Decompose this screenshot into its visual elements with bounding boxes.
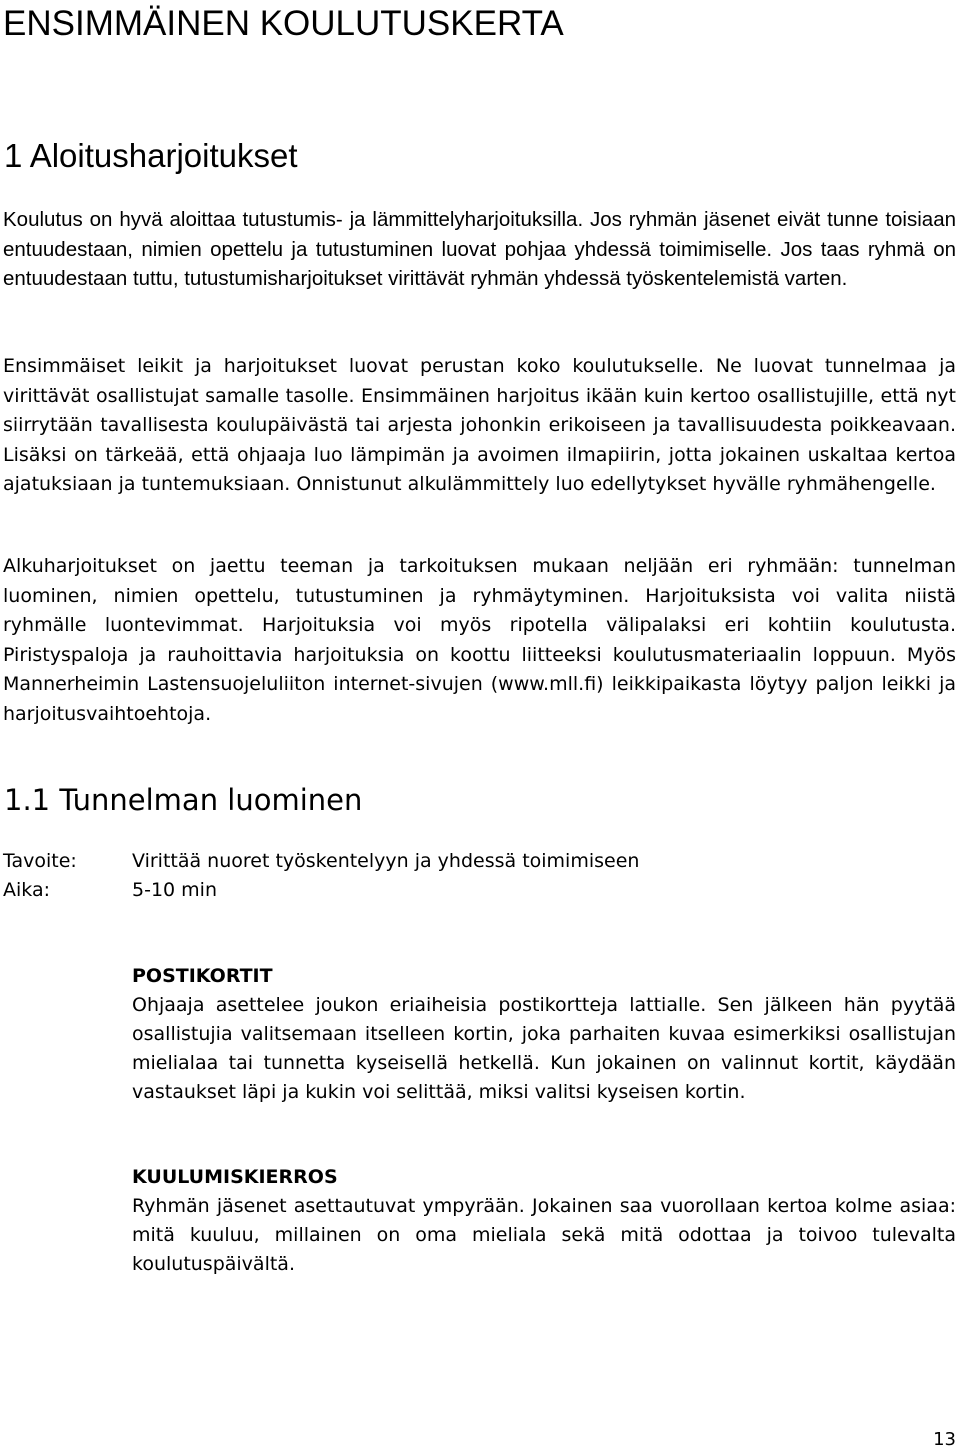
subsection-heading: 1.1 Tunnelman luominen (4, 783, 363, 817)
intro-paragraph: Koulutus on hyvä aloittaa tutustumis- ja lämmittelyharjoituksilla. Jos ryhmän jäsenet eivät tunne toisiaan entuudestaan, nimien opettelu ja tutustuminen luovat pohjaa yhdessä toimimiselle. Jos taas ryhmä on entuudestaan tuttu, tutustumisharjoitukset virittävät ryhmän yhdessä työskentelemistä varten. (3, 208, 956, 290)
body-paragraph-2: Alkuharjoitukset on jaettu teeman ja tarkoituksen mukaan neljään eri ryhmään: tunnelman luominen, nimien opettelu, tutustuminen ja ryhmäytyminen. Harjoituksista voi valita niistä ryhmälle luontevimmat. Harjoituksia voi myös ripotella välipalaksi eri kohtiin koulutusta. Piristyspaloja ja rauhoittavia harjoituksia on koottu liitteeksi koulutusmateriaalin loppuun. Myös Mannerheimin Lastensuojeluliiton internet-sivujen (www.mll.fi) leikkipaikasta löytyy paljon leikki ja harjoitusvaihtoehtoja. (3, 555, 956, 725)
body-paragraph-1: Ensimmäiset leikit ja harjoitukset luovat perustan koko koulutukselle. Ne luovat tunnelmaa ja virittävät osallistujat samalle tasolle. Ensimmäinen harjoitus ikään kuin kertoo osallistujille, että nyt siirrytään tavallisesta koulupäivästä tai arjesta johonkin erikoiseen ja tavallisuudesta poikkeavaan. Lisäksi on tärkeää, että ohjaaja luo lämpimän ja avoimen ilmapiirin, jotta jokainen uskaltaa kertoa ajatuksiaan ja tuntemuksiaan. Onnistunut alkulämmittely luo edellytykset hyvälle ryhmähengelle. (3, 355, 956, 495)
time-row (3, 876, 217, 905)
section-heading: 1 Aloitusharjoitukset (4, 137, 298, 174)
main-title: ENSIMMÄINEN KOULUTUSKERTA (3, 4, 564, 43)
exercise-title: KUULUMISKIERROS (132, 1166, 338, 1188)
exercise-body: Ohjaaja asettelee joukon eriaiheisia postikortteja lattialle. Sen jälkeen hän pyytää osallistujia valitsemaan itselleen kortin, joka parhaiten kuvaa esimerkiksi osallistujan mielialaa tai tunnetta kyseisellä hetkellä. Kun jokainen on valinnut kortit, käydään vastaukset läpi ja kukin voi selittää, miksi valitsi kyseisen kortin. (132, 994, 956, 1103)
time-value: 5-10 min (132, 879, 217, 901)
goal-row (3, 847, 639, 876)
goal-value: Virittää nuoret työskentelyyn ja yhdessä toimimiseen (132, 850, 640, 872)
time-label: Aika: (3, 879, 50, 901)
goal-label: Tavoite: (3, 850, 77, 872)
exercise-postikortit (132, 962, 956, 1107)
exercise-title: POSTIKORTIT (132, 965, 273, 987)
exercise-body: Ryhmän jäsenet asettautuvat ympyrään. Jokainen saa vuorollaan kertoa kolme asiaa: mitä kuuluu, millainen on oma mieliala sekä mitä odottaa ja toivoo tulevalta koulutuspäivältä. (132, 1195, 956, 1275)
page-number: 13 (933, 1429, 956, 1450)
exercise-kuulumiskierros (132, 1163, 956, 1279)
